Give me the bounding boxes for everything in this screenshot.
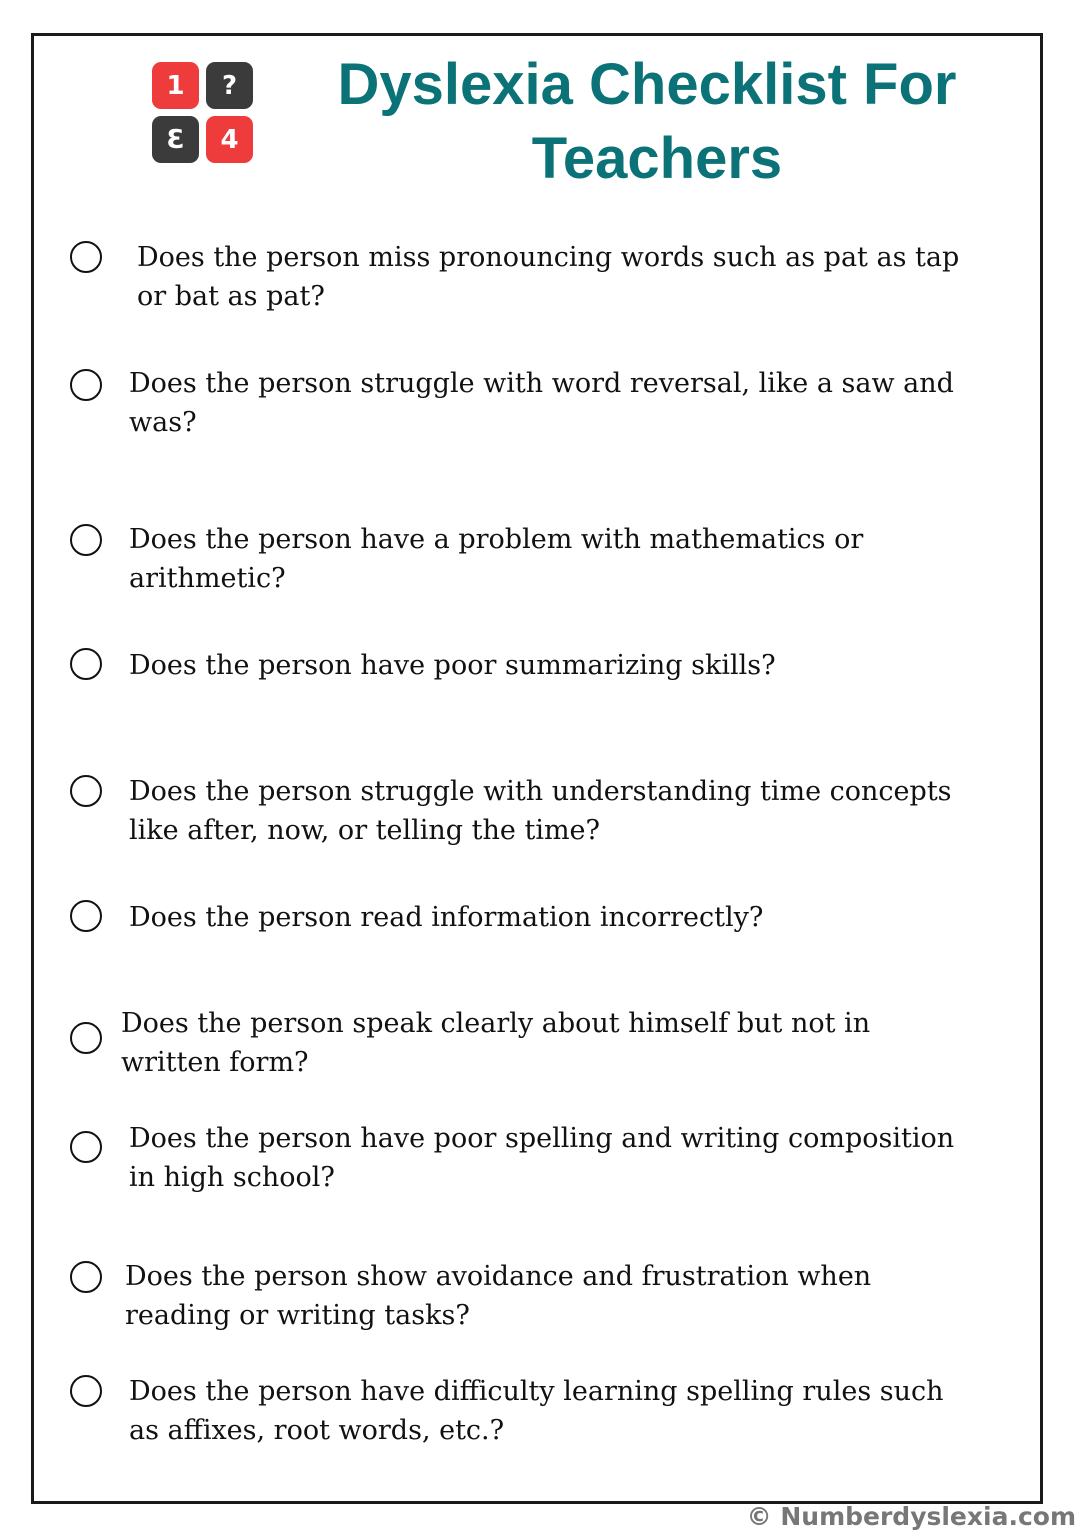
checkbox-circle[interactable] — [70, 900, 102, 932]
question-line: Does the person have poor spelling and writing composition — [129, 1123, 955, 1154]
question-line: Does the person speak clearly about himself but not in — [121, 1008, 871, 1039]
question-line: Does the person struggle with word reversal, like a saw and — [129, 368, 954, 399]
logo-tile: 1 — [152, 62, 199, 109]
question-line: Does the person have poor summarizing skills? — [129, 650, 776, 681]
question-line: arithmetic? — [129, 563, 286, 594]
question-text — [125, 1257, 871, 1335]
question-line: in high school? — [129, 1162, 335, 1193]
checkbox-circle[interactable] — [70, 524, 102, 556]
logo-tile: 4 — [206, 116, 253, 163]
question-line: Does the person miss pronouncing words such as pat as tap — [137, 242, 960, 273]
question-text — [129, 364, 954, 442]
logo — [152, 62, 254, 164]
checkbox-circle[interactable] — [70, 1131, 102, 1163]
question-line: written form? — [121, 1047, 309, 1078]
question-text — [129, 898, 763, 937]
question-text — [129, 520, 863, 598]
question-text — [137, 238, 959, 316]
question-line: was? — [129, 407, 197, 438]
checkbox-circle[interactable] — [70, 1375, 102, 1407]
question-line: as affixes, root words, etc.? — [129, 1415, 505, 1446]
checkbox-circle[interactable] — [70, 775, 102, 807]
question-line: like after, now, or telling the time? — [129, 815, 601, 846]
logo-tile: ? — [206, 62, 253, 109]
checkbox-circle[interactable] — [70, 369, 102, 401]
question-text — [129, 1119, 954, 1197]
checkbox-circle[interactable] — [70, 1261, 102, 1293]
question-line: reading or writing tasks? — [125, 1300, 470, 1331]
page-title — [262, 48, 1032, 196]
question-line: Does the person struggle with understanding time concepts — [129, 776, 952, 807]
copyright: © Numberdyslexia.com — [746, 1502, 1076, 1531]
title-line: Dyslexia Checklist For — [337, 52, 957, 117]
checkbox-circle[interactable] — [70, 648, 102, 680]
question-line: Does the person have a problem with mathematics or — [129, 524, 864, 555]
question-line: Does the person show avoidance and frustration when — [125, 1261, 872, 1292]
question-line: Does the person have difficulty learning spelling rules such — [129, 1376, 944, 1407]
checkbox-circle[interactable] — [70, 241, 102, 273]
logo-tile: Ɛ — [152, 116, 199, 163]
question-text — [121, 1004, 870, 1082]
question-line: or bat as pat? — [137, 281, 325, 312]
checkbox-circle[interactable] — [70, 1022, 102, 1054]
question-text — [129, 1372, 944, 1450]
question-text — [129, 772, 952, 850]
title-line: Teachers — [531, 126, 783, 191]
question-text — [129, 646, 776, 685]
question-line: Does the person read information incorrectly? — [129, 902, 764, 933]
